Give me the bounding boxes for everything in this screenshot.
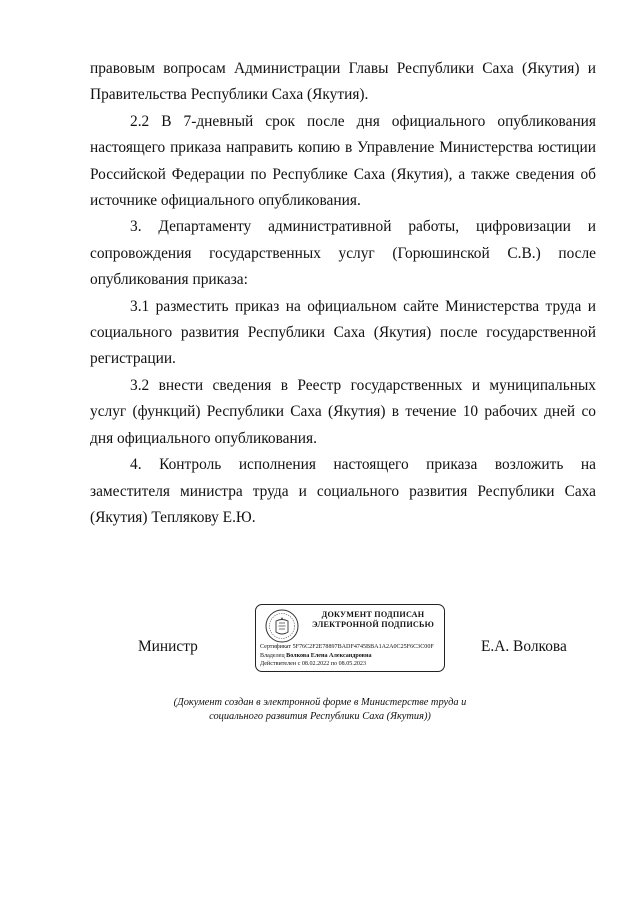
paragraph-continuation: правовым вопросам Администрации Главы Республики Саха (Якутия) и Правительства Республики Саха (Якутия). — [90, 60, 596, 104]
paragraph-3: 3. Департаменту административной работы, цифровизации и сопровождения государственных услуг (Горюшинской С.В.) после опубликования приказа: — [90, 218, 596, 289]
stamp-heading — [304, 610, 442, 630]
paragraph-4: 4. Контроль исполнения настоящего приказа возложить на заместителя министра труда и социального развития Республики Саха (Якутия) Теплякову Е.Ю. — [90, 456, 596, 526]
stamp-details — [260, 643, 442, 669]
stamp-owner-line — [260, 652, 442, 661]
signer-position: Министр — [138, 638, 198, 655]
creation-note-line1: (Документ создан в электронной форме в Министерстве труда и — [173, 697, 467, 708]
stamp-certificate-label: Сертификат — [260, 644, 292, 650]
paragraph-3-2: 3.2 внести сведения в Реестр государственных и муниципальных услуг (функций) Республики Саха (Якутия) в течение 10 рабочих дней со дня официального опубликования. — [90, 376, 596, 447]
stamp-owner-name: Волкова Елена Александровна — [286, 652, 372, 659]
stamp-owner-label: Владелец — [260, 652, 285, 659]
creation-note-line2: социального развития Республики Саха (Якутия)) — [209, 711, 431, 722]
coat-of-arms-icon — [263, 608, 301, 644]
stamp-heading-line2: ЭЛЕКТРОННОЙ ПОДПИСЬЮ — [311, 620, 435, 629]
stamp-heading-line1: ДОКУМЕНТ ПОДПИСАН — [321, 610, 425, 619]
signer-name: Е.А. Волкова — [481, 638, 567, 655]
document-body — [90, 56, 596, 531]
paragraph-2-2: 2.2 В 7-дневный срок после дня официального опубликования настоящего приказа направить копию в Управление Министерства юстиции Российской Федерации по Республике Саха (Якутия), а также сведения об источнике официального опубликования. — [90, 112, 596, 210]
paragraph-3-1: 3.1 разместить приказ на официальном сайте Министерства труда и социального развития Республики Саха (Якутия) после государственной регистрации. — [90, 297, 596, 368]
electronic-signature-stamp — [255, 604, 445, 672]
creation-note — [0, 696, 640, 724]
signature-block — [0, 604, 640, 684]
stamp-validity-line: Действителен с 08.02.2022 по 08.05.2023 — [260, 661, 367, 668]
stamp-certificate-line — [260, 643, 442, 652]
stamp-certificate-number: 5F76C2F2E78897BADF4745BBA1A2A0C25F6C3C00F — [292, 644, 434, 650]
